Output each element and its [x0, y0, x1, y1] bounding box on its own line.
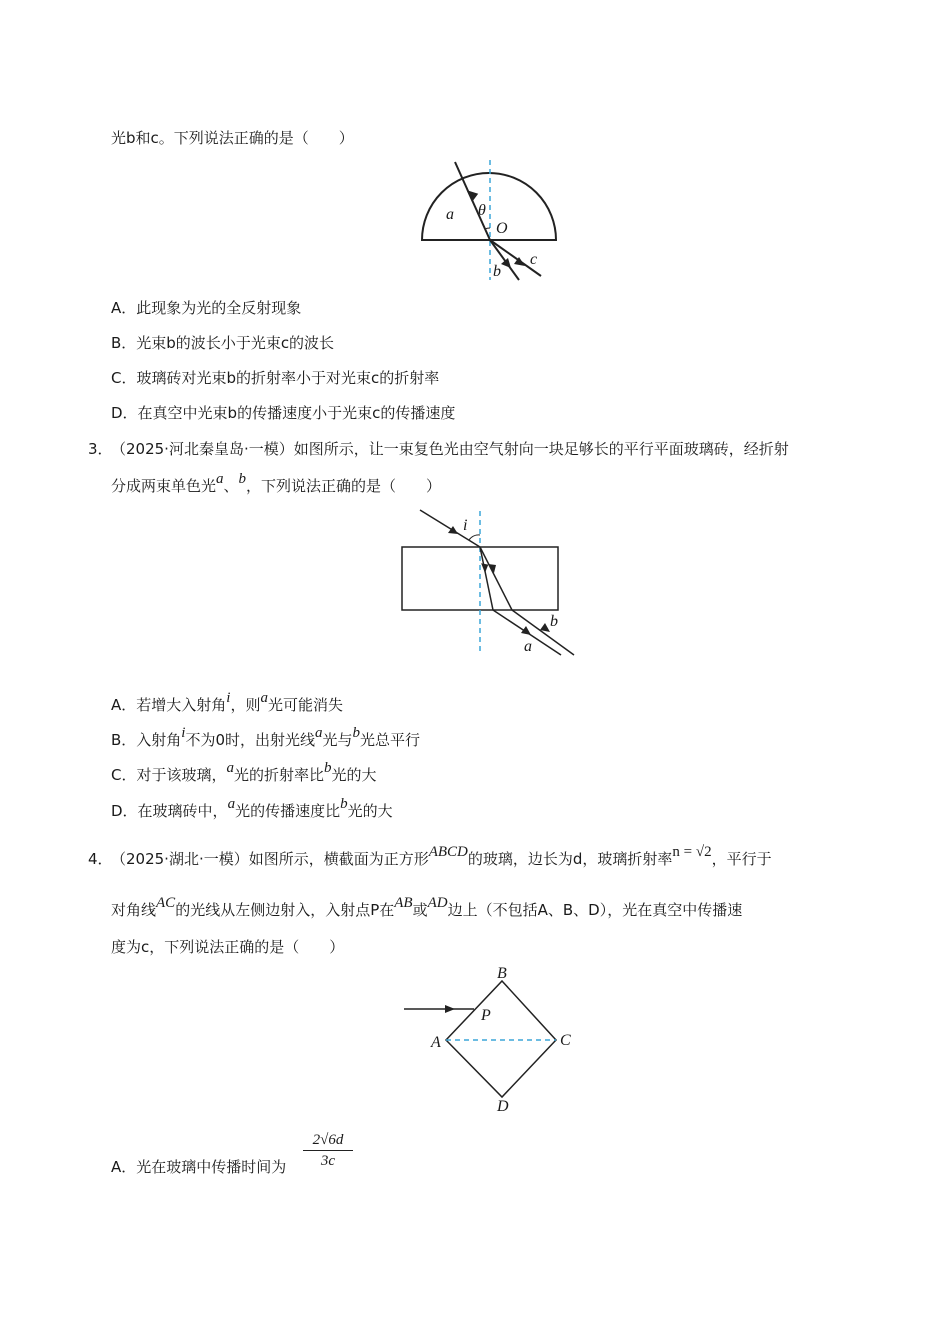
label-a2: a [524, 638, 532, 655]
label-c: c [530, 251, 538, 268]
label-i: i [463, 517, 468, 534]
label-b: b [493, 263, 501, 280]
q2-option-b: B．光束b的波长小于光束c的波长 [111, 334, 335, 352]
label-a: a [446, 206, 454, 223]
q3-number: 3． [88, 440, 113, 458]
q4-line2: 对角线AC的光线从左侧边射入，入射点P在AB或AD边上（不包括A、B、D），光在真空中传播速 [111, 895, 743, 919]
label-b2: b [550, 613, 558, 630]
slab-figure [398, 505, 583, 660]
q2-option-c: C．玻璃砖对光束b的折射率小于对光束c的折射率 [111, 369, 440, 387]
fraction-denominator: 3c [320, 1153, 336, 1169]
q3-option-a: A．若增大入射角i，则a光可能消失 [111, 690, 343, 714]
q2-stem-tail: 光b和c。下列说法正确的是（ ） [111, 129, 354, 147]
q3-line2: 分成两束单色光a、b，下列说法正确的是（ ） [111, 471, 442, 495]
q3-option-d: D．在玻璃砖中，a光的传播速度比b光的大 [111, 796, 393, 820]
label-theta: θ [478, 202, 486, 219]
q4-number: 4． [88, 850, 113, 868]
label-P: P [481, 1007, 491, 1024]
label-D: D [497, 1098, 509, 1115]
q2-option-d: D．在真空中光束b的传播速度小于光束c的传播速度 [111, 404, 456, 422]
label-A: A [431, 1034, 441, 1051]
q4-line1: （2025·湖北·一模）如图所示，横截面为正方形ABCD的玻璃，边长为d，玻璃折射率n = √2，平行于 [111, 844, 772, 868]
q3-line1: （2025·河北秦皇岛·一模）如图所示，让一束复色光由空气射向一块足够长的平行平面玻璃砖，经折射 [111, 440, 789, 458]
q4-line3: 度为c，下列说法正确的是（ ） [111, 938, 345, 956]
q3-option-b: B．入射角i不为0时，出射光线a光与b光总平行 [111, 725, 421, 749]
fraction [303, 1132, 353, 1170]
label-O: O [496, 220, 508, 237]
q4-option-a: A．光在玻璃中传播时间为 [111, 1158, 287, 1176]
q2-option-a: A．此现象为光的全反射现象 [111, 299, 302, 317]
label-C: C [560, 1032, 571, 1049]
label-B: B [497, 965, 507, 982]
fraction-numerator: 2√6d [303, 1132, 353, 1151]
semicircle-figure [415, 158, 565, 283]
square-figure [400, 965, 580, 1115]
q3-option-c: C．对于该玻璃，a光的折射率比b光的大 [111, 760, 377, 784]
